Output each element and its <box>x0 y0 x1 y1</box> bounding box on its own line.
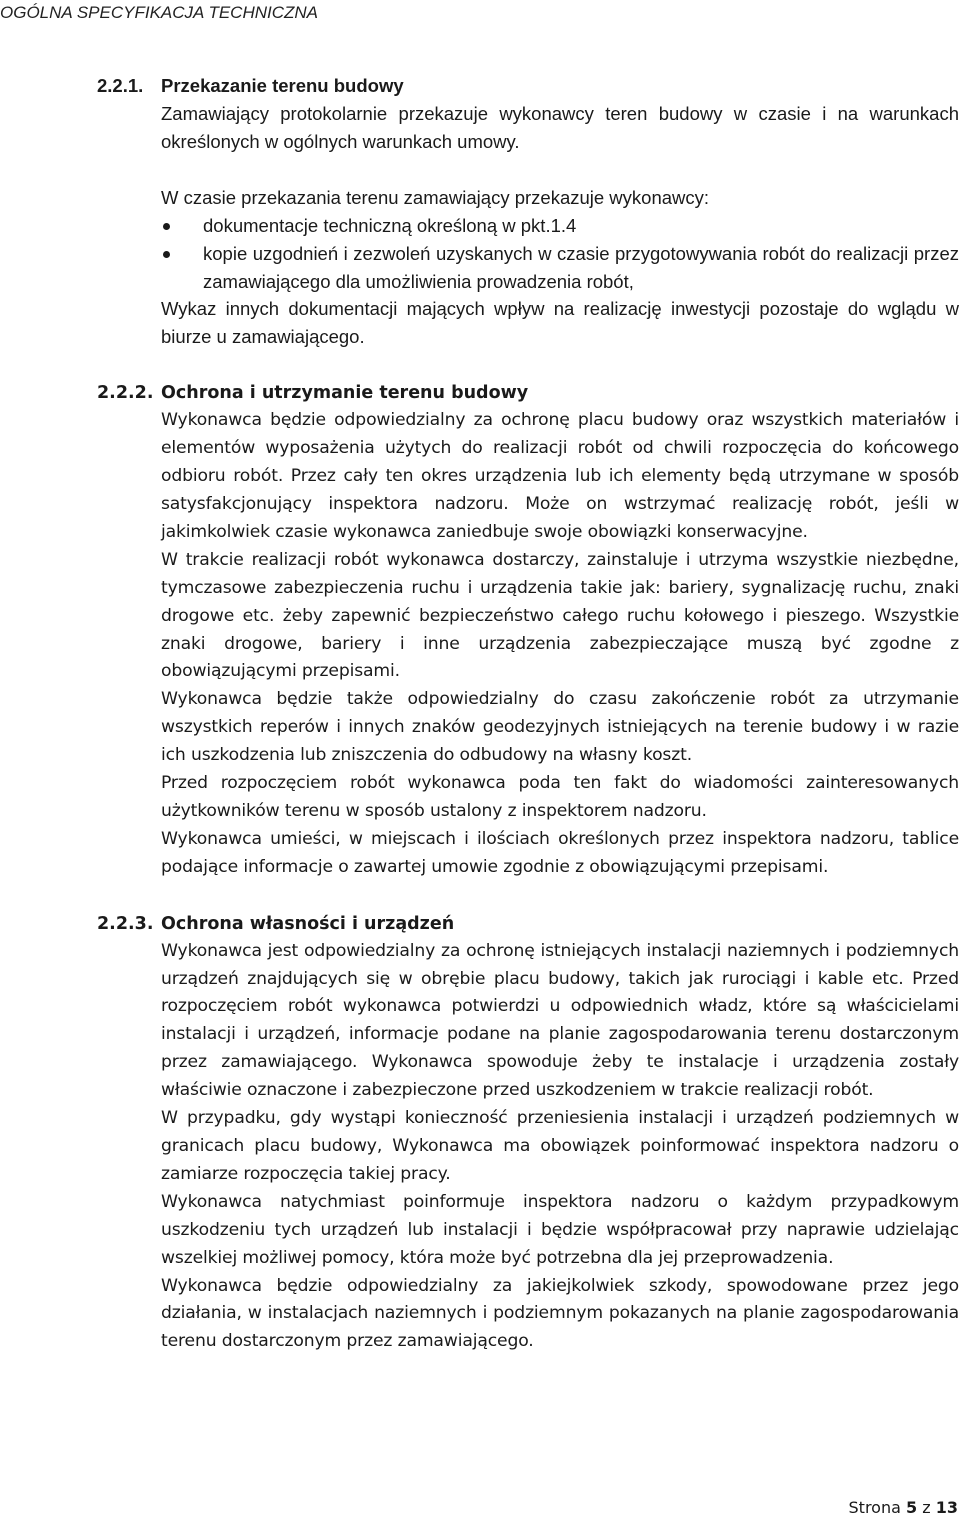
section-2-2-1 <box>97 72 959 351</box>
document-body <box>97 72 959 1356</box>
section-body <box>161 100 959 351</box>
section-number: 2.2.3. <box>97 913 154 934</box>
list-item: kopie uzgodnień i zezwoleń uzyskanych w czasie przygotowywania robót do realizacji przez zamawiającego dla umożliwienia prowadzenia robót, <box>161 240 959 296</box>
paragraph: Wykonawca jest odpowiedzialny za ochronę istniejących instalacji naziemnych i podziemnych urządzeń znajdujących się w obrębie placu budowy, takich jak rurociągi i kable etc. Przed rozpoczęciem robót wykonawca potwierdzi u odpowiednich władz, które są właścicielami instalacji i urządzeń, informacje podane na planie zagospodarowania terenu dostarczonym przez zamawiającego. Wykonawca spowoduje żeby te instalacje i urządzenia zostały właściwie oznaczone i zabezpieczone przed uszkodzeniem w trakcie realizacji robót. <box>161 940 959 1101</box>
section-gap <box>97 351 959 379</box>
paragraph: Wykonawca będzie odpowiedzialny za jakiejkolwiek szkody, spowodowane przez jego działania, w instalacjach naziemnych i podziemnym pokazanych na planie zagospodarowania terenu dostarczonym przez zamawiającego. <box>161 1275 959 1352</box>
page-separator: z <box>922 1498 931 1517</box>
paragraph: Wykonawca będzie także odpowiedzialny do czasu zakończenie robót za utrzymanie wszystkich reperów i innych znaków geodezyjnych istniejących na terenie budowy i w razie ich uszkodzenia lub zniszczenia do odbudowy na własny koszt. <box>161 689 959 766</box>
paragraph: Wykonawca będzie odpowiedzialny za ochronę placu budowy oraz wszystkich materiałów i elementów wyposażenia użytych do realizacji robót od chwili rozpoczęcia do końcowego odbioru robót. Przez cały ten okres urządzenia lub ich elementy będą utrzymane w sposób satysfakcjonujący inspektora nadzoru. Może on wstrzymać realizację robót, jeśli w jakimkolwiek czasie wykonawca zaniedbuje swoje obowiązki konserwacyjne. <box>161 410 959 542</box>
section-number: 2.2.1. <box>97 75 144 96</box>
paragraph: Wykonawca natychmiast poinformuje inspektora nadzoru o każdym przypadkowym uszkodzeniu tych urządzeń lub instalacji i będzie współpracował przy naprawie udzielając wszelkiej możliwej pomocy, która może być potrzebna dla jej przeprowadzenia. <box>161 1191 959 1268</box>
paragraph: Przed rozpoczęciem robót wykonawca poda ten fakt do wiadomości zainteresowanych użytkowników terenu w sposób ustalony z inspektorem nadzoru. <box>161 773 959 821</box>
section-heading <box>97 379 959 407</box>
paragraph: W czasie przekazania terenu zamawiający przekazuje wykonawcy: <box>161 186 710 208</box>
section-number: 2.2.2. <box>97 383 154 404</box>
section-2-2-2 <box>97 379 959 881</box>
page-number <box>849 1498 958 1517</box>
section-2-2-3 <box>97 910 959 1357</box>
total-pages: 13 <box>935 1498 958 1517</box>
paragraph: W przypadku, gdy wystąpi konieczność przeniesienia instalacji i urządzeń podziemnych w granicach placu budowy, Wykonawca ma obowiązek poinformować inspektora nadzoru o zamiarze rozpoczęcia takiej pracy. <box>161 1108 959 1184</box>
page-label: Strona <box>848 1498 901 1517</box>
section-body <box>161 938 959 1357</box>
list-item: dokumentacje techniczną określoną w pkt.1.4 <box>161 212 959 240</box>
section-gap <box>97 882 959 910</box>
current-page: 5 <box>906 1498 918 1517</box>
section-body <box>161 407 959 881</box>
blank-line <box>161 156 959 184</box>
section-title: Ochrona własności i urządzeń <box>161 913 455 934</box>
section-heading <box>97 910 959 938</box>
bullet-list <box>161 212 959 296</box>
document-header: OGÓLNA SPECYFIKACJA TECHNICZNA <box>0 3 319 22</box>
section-title: Ochrona i utrzymanie terenu budowy <box>161 383 529 404</box>
paragraph: Zamawiający protokolarnie przekazuje wykonawcy teren budowy w czasie i na warunkach określonych w ogólnych warunkach umowy. <box>161 103 959 152</box>
section-heading <box>97 72 959 100</box>
paragraph: Wykonawca umieści, w miejscach i ilościach określonych przez inspektora nadzoru, tablice podające informacje o zawartej umowie zgodnie z obowiązującymi przepisami. <box>161 828 959 877</box>
paragraph: Wykaz innych dokumentacji mających wpływ na realizację inwestycji pozostaje do wglądu w biurze u zamawiającego. <box>161 298 959 348</box>
paragraph: W trakcie realizacji robót wykonawca dostarczy, zainstaluje i utrzyma wszystkie niezbędne, tymczasowe zabezpieczenia ruchu i urządzenia takie jak: bariery, sygnalizację ruchu, znaki drogowe etc. żeby zapewnić bezpieczeństwo całego ruchu kołowego i pieszego. Wszystkie znaki drogowe, bariery i inne urządzenia zabezpieczające muszą być zgodne z obowiązującymi przepisami. <box>161 549 959 682</box>
section-title: Przekazanie terenu budowy <box>161 75 404 96</box>
